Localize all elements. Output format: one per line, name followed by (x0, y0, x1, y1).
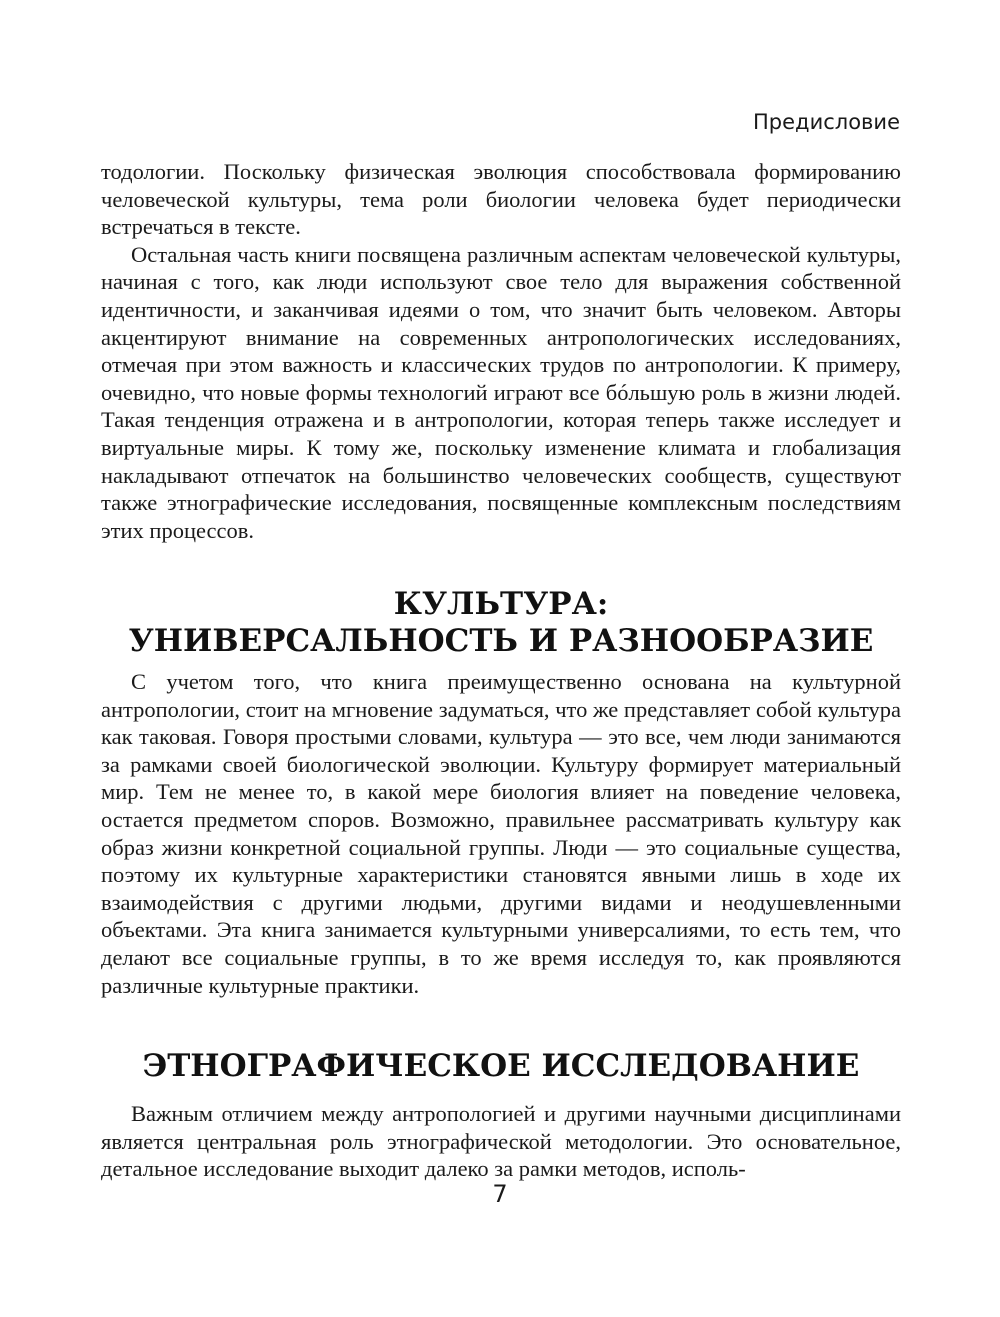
paragraph-ethnography: Важным отличием между антропологией и другими научными дисциплинами является центральная роль этнографической методологии. Это основательное, детальное исследование выходит далеко за рамки методов, исполь- (101, 1101, 901, 1182)
text-block-intro (101, 158, 901, 544)
section-heading-culture (101, 586, 901, 660)
text-block-ethnography (101, 1100, 901, 1183)
section-heading-ethnography: ЭТНОГРАФИЧЕСКОЕ ИССЛЕДОВАНИЕ (142, 1048, 860, 1084)
paragraph-book-overview: Остальная часть книги посвящена различным аспектам человеческой культуры, начиная с того, как люди используют свое тело для выражения собственной идентичности, и заканчивая идеями о том, что значит быть человеком. Авторы акцентируют внимание на современных антропологических исследованиях, отмечая при этом важность и классических трудов по антропологии. К примеру, очевидно, что новые формы технологий играют все бóльшую роль в жизни людей. Такая тенденция отражена и в антропологии, которая теперь также исследует и виртуальные миры. К тому же, поскольку изменение климата и глобализация накладывают отпечаток на большинство человеческих сообществ, существуют также этнографические исследования, посвященные комплексным последствиям этих процессов. (101, 241, 901, 543)
running-head: Предисловие (753, 110, 900, 134)
section-heading-culture-line1: КУЛЬТУРА: (393, 586, 609, 622)
paragraph-continuation: тодологии. Поскольку физическая эволюция способствовала формированию человеческой культуры, тема роли биологии человека будет периодически встречаться в тексте. (101, 159, 901, 240)
paragraph-culture: С учетом того, что книга преимущественно основана на культурной антропологии, стоит на мгновение задуматься, что же представляет собой культура как таковая. Говоря простыми словами, культура — это все, чем люди занимаются за рамками своей биологической эволюции. Культуру формирует материальный мир. Тем не менее то, в какой мере биология влияет на поведение человека, остается предметом споров. Возможно, правильнее рассматривать культуру как образ жизни конкретной социальной группы. Люди — это социальные существа, поэтому их культурные характеристики становятся явными лишь в ходе их взаимодействия с другими людьми, другими видами и неодушевленными объектами. Эта книга занимается культурными универсалиями, то есть тем, что делают все социальные группы, в то же время исследуя то, как проявляются различные культурные практики. (101, 669, 901, 998)
section-heading-culture-line2: УНИВЕРСАЛЬНОСТЬ И РАЗНООБРАЗИЕ (128, 623, 874, 659)
page-number: 7 (492, 1180, 508, 1208)
text-block-culture (101, 668, 901, 999)
